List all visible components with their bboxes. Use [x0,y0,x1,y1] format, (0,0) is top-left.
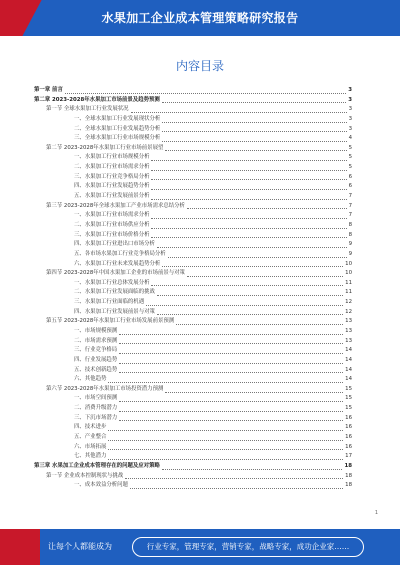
toc-entry-page: 5 [348,164,352,171]
toc-leader-dots [146,305,343,306]
toc-leader-dots [151,218,346,219]
toc-entry-page: 7 [348,202,352,209]
toc-entry-label: 一、水果加工行业总体发展分析 [74,279,150,286]
toc-leader-dots [108,382,343,383]
toc-leader-dots [108,440,343,441]
toc-subsection-entry[interactable] [34,231,352,241]
toc-leader-dots [162,266,343,267]
toc-entry-label: 三、全球水果加工行业市场规模分析 [74,135,161,142]
toc-chapter-entry[interactable] [34,462,352,472]
toc-subsection-entry[interactable] [34,221,352,231]
toc-entry-label: 四、技术进步 [74,424,107,431]
toc-entry-page: 9 [348,250,352,257]
toc-section-entry[interactable] [34,105,352,115]
toc-entry-label: 七、其他潜力 [74,453,107,460]
toc-leader-dots [187,208,347,209]
toc-subsection-entry[interactable] [34,423,352,433]
toc-entry-label: 二、市场需求预测 [74,337,118,344]
report-header [0,0,400,36]
toc-entry-page: 16 [345,424,352,431]
toc-entry-page: 8 [348,231,352,238]
toc-entry-label: 第五节 2023-2028年水果加工行业市场发展前景预测 [46,318,175,325]
toc-subsection-entry[interactable] [34,211,352,221]
toc-leader-dots [119,343,343,344]
toc-leader-dots [157,314,343,315]
toc-entry-page: 15 [345,395,352,402]
toc-heading: 内容目录 [175,59,224,73]
toc-entry-label: 四、水果加工行业发展趋势分析 [74,183,150,190]
toc-leader-dots [108,459,343,460]
toc-entry-page: 14 [345,356,352,363]
toc-leader-dots [162,141,346,142]
toc-subsection-entry[interactable] [34,192,352,202]
toc-subsection-entry[interactable] [34,134,352,144]
footer-accent-block [0,529,40,565]
toc-leader-dots [157,295,343,296]
toc-leader-dots [108,449,343,450]
toc-entry-label: 二、水果加工行业市场需求分析 [74,164,150,171]
toc-entry-label: 一、成本效益分析问题 [74,482,128,489]
toc-leader-dots [151,237,346,238]
toc-section-entry[interactable] [34,144,352,154]
toc-entry-page: 16 [345,434,352,441]
toc-leader-dots [65,93,346,94]
toc-entry-page: 6 [348,183,352,190]
toc-entry-page: 3 [348,106,352,113]
table-of-contents [34,86,352,491]
toc-chapter-entry[interactable] [34,86,352,96]
toc-leader-dots [119,363,343,364]
toc-leader-dots [151,199,346,200]
toc-subsection-entry[interactable] [34,298,352,308]
toc-entry-page: 8 [348,221,352,228]
toc-entry-page: 10 [345,260,352,267]
toc-entry-page: 13 [345,318,352,325]
toc-entry-page: 7 [348,212,352,219]
toc-entry-label: 一、市场规模预测 [74,328,118,334]
toc-leader-dots [108,430,343,431]
toc-entry-page: 12 [345,299,352,306]
toc-subsection-entry[interactable] [34,182,352,192]
toc-section-entry[interactable] [34,317,352,327]
toc-entry-page: 15 [345,385,352,392]
toc-entry-page: 3 [348,96,352,103]
toc-entry-page: 11 [345,289,352,296]
toc-entry-label: 六、水果加工行业未来发展趋势分析 [74,260,161,267]
footer-slogan: 让每个人都能成为 [48,542,112,551]
toc-subsection-entry[interactable] [34,443,352,453]
toc-entry-label: 第三章 水果加工企业成本管理存在的问题及应对策略 [34,462,160,469]
toc-section-entry[interactable] [34,385,352,395]
toc-leader-dots [162,469,343,470]
toc-leader-dots [119,420,343,421]
toc-leader-dots [151,179,346,180]
toc-section-entry[interactable] [34,269,352,279]
toc-entry-page: 15 [345,405,352,412]
toc-leader-dots [176,324,343,325]
toc-entry-page: 16 [345,443,352,450]
toc-subsection-entry[interactable] [34,414,352,424]
toc-subsection-entry[interactable] [34,279,352,289]
toc-entry-page: 5 [348,154,352,161]
toc-entry-label: 一、水果加工行业市场需求分析 [74,212,150,219]
toc-entry-label: 二、水果加工行业市场供应分析 [74,221,150,228]
toc-entry-page: 3 [348,125,352,132]
toc-entry-page: 12 [345,308,352,315]
toc-entry-page: 18 [344,462,352,469]
toc-section-entry[interactable] [34,472,352,482]
toc-entry-page: 3 [348,86,352,93]
toc-entry-label: 四、水果加工行业发展前景与对策 [74,308,155,315]
toc-leader-dots [125,478,343,479]
toc-entry-label: 三、水果加工行业面临的机遇 [74,299,145,306]
toc-entry-label: 五、水果加工行业发展前景分析 [74,193,150,200]
footer-banner [0,529,400,565]
toc-entry-page: 5 [348,144,352,151]
toc-entry-page: 14 [345,366,352,373]
toc-subsection-entry[interactable] [34,163,352,173]
toc-subsection-entry[interactable] [34,153,352,163]
toc-entry-label: 四、水果加工行业进出口市场分析 [74,241,155,248]
toc-entry-label: 二、水果加工行业发展面临的挑战 [74,289,155,296]
toc-entry-page: 11 [345,279,352,286]
toc-subsection-entry[interactable] [34,240,352,250]
toc-entry-label: 三、行业竞争格局 [74,347,118,354]
toc-leader-dots [151,228,346,229]
toc-subsection-entry[interactable] [34,327,352,337]
toc-entry-label: 第一节 企业成本控制现状与挑战 [46,472,124,479]
toc-entry-page: 4 [348,135,352,142]
toc-leader-dots [151,285,343,286]
toc-leader-dots [162,102,346,103]
toc-section-entry[interactable] [34,202,352,212]
footer-roles: 行业专家，管理专家，营销专家，战略专家，成功企业家…… [132,537,364,557]
toc-entry-label: 五、各市场水果加工行业竞争格局分析 [74,250,166,257]
toc-entry-page: 18 [345,482,352,489]
toc-subsection-entry[interactable] [34,250,352,260]
toc-subsection-entry[interactable] [34,173,352,183]
toc-entry-label: 五、产业整合 [74,434,107,441]
toc-entry-label: 二、全球水果加工行业发展趋势分析 [74,125,161,132]
toc-entry-label: 第二节 2023-2028年水果加工行业市场前景展望 [46,144,164,151]
toc-subsection-entry[interactable] [34,366,352,376]
toc-leader-dots [187,276,343,277]
toc-entry-page: 6 [348,173,352,180]
toc-entry-label: 第四节 2023-2028年中国水果加工企业的市场前景与对策 [46,270,185,277]
toc-subsection-entry[interactable] [34,356,352,366]
toc-entry-label: 三、下沉市场潜力 [74,414,118,421]
toc-entry-label: 三、水果加工行业竞争格局分析 [74,173,150,180]
toc-subsection-entry[interactable] [34,433,352,443]
toc-subsection-entry[interactable] [34,375,352,385]
toc-entry-label: 六、市场拓展 [74,443,107,450]
toc-entry-label: 一、水果加工行业市场规模分析 [74,154,150,161]
toc-entry-label: 第二章 2023-2028年水果加工市场前景及趋势预测 [34,96,160,103]
toc-leader-dots [151,170,346,171]
toc-subsection-entry[interactable] [34,288,352,298]
toc-subsection-entry[interactable] [34,452,352,462]
page-number: 1 [374,510,378,516]
toc-leader-dots [119,353,343,354]
toc-subsection-entry[interactable] [34,404,352,414]
toc-leader-dots [157,247,347,248]
toc-subsection-entry[interactable] [34,481,352,491]
toc-leader-dots [168,257,347,258]
toc-subsection-entry[interactable] [34,308,352,318]
toc-leader-dots [165,392,343,393]
toc-entry-label: 第一章 前言 [34,86,63,93]
toc-entry-page: 16 [345,414,352,421]
toc-entry-page: 13 [345,337,352,344]
toc-subsection-entry[interactable] [34,395,352,405]
toc-entry-label: 第三节 2023-2028年全球水果加工产业市场需求总结分析 [46,202,185,209]
toc-leader-dots [119,334,343,335]
toc-entry-label: 二、消费升级潜力 [74,405,118,412]
toc-entry-page: 9 [348,241,352,248]
toc-leader-dots [162,122,346,123]
toc-subsection-entry[interactable] [34,260,352,270]
toc-leader-dots [119,401,343,402]
toc-entry-label: 第一节 全球水果加工行业发展状况 [46,106,129,113]
toc-entry-label: 一、市场空间预测 [74,395,118,402]
toc-entry-page: 17 [345,453,352,460]
toc-entry-label: 五、技术创新趋势 [74,366,118,373]
report-title: 水果加工企业成本管理策略研究报告 [101,11,299,25]
toc-entry-label: 三、水果加工行业市场价格分析 [74,231,150,238]
toc-subsection-entry[interactable] [34,337,352,347]
toc-leader-dots [151,160,346,161]
toc-entry-page: 10 [345,270,352,277]
toc-entry-label: 一、全球水果加工行业发展现状分析 [74,115,161,122]
toc-leader-dots [162,131,346,132]
toc-entry-page: 14 [345,376,352,383]
toc-entry-label: 第六节 2023-2028年水果加工市场投资潜力预测 [46,385,164,392]
toc-entry-page: 3 [348,115,352,122]
toc-leader-dots [151,189,346,190]
toc-entry-page: 18 [345,472,352,479]
toc-entry-page: 13 [345,328,352,334]
toc-leader-dots [119,411,343,412]
toc-entry-label: 六、其他趋势 [74,376,107,383]
toc-leader-dots [119,372,343,373]
toc-entry-label: 四、行业发展趋势 [74,356,118,363]
toc-leader-dots [131,112,347,113]
toc-subsection-entry[interactable] [34,346,352,356]
toc-subsection-entry[interactable] [34,125,352,135]
toc-leader-dots [165,150,346,151]
toc-entry-page: 7 [348,193,352,200]
toc-entry-page: 14 [345,347,352,354]
toc-subsection-entry[interactable] [34,115,352,125]
toc-leader-dots [130,488,343,489]
toc-chapter-entry[interactable] [34,96,352,106]
